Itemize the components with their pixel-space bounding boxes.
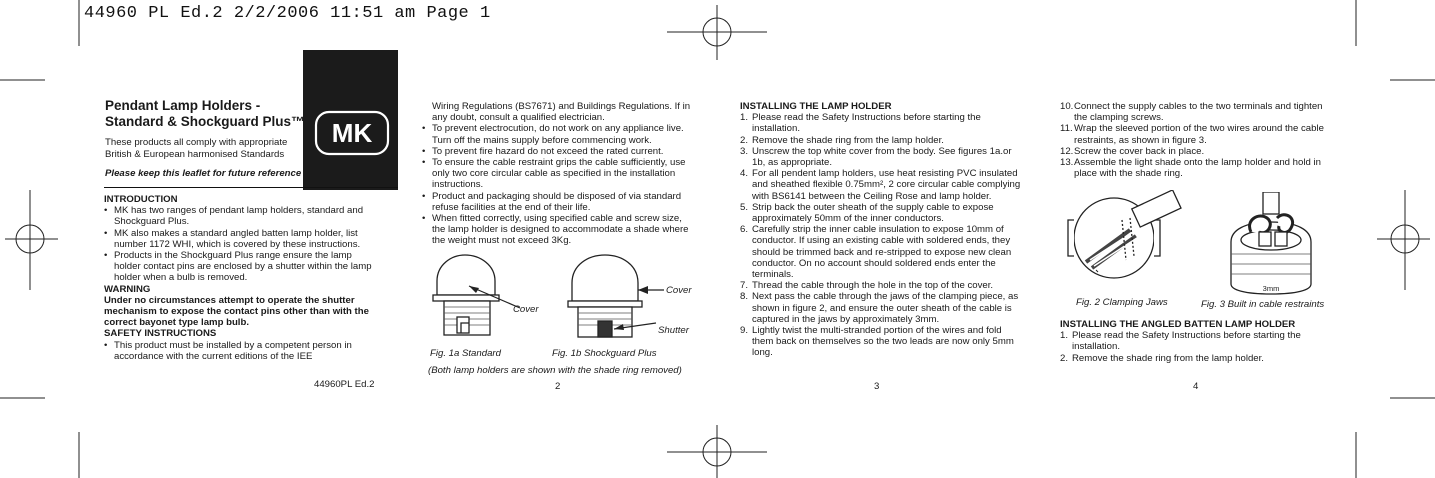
safety-bullet: • This product must be installed by a competent person in accordance with the current editions of the IEE: [104, 340, 376, 362]
install-step: [1060, 157, 1332, 179]
title-line2: Standard & Shockguard Plus™: [105, 114, 305, 129]
fig3-cable-restraints: [1215, 192, 1325, 297]
intro-heading: INTRODUCTION: [104, 194, 178, 205]
step-number: 2.: [1060, 352, 1069, 364]
warning-heading: WARNING: [104, 283, 151, 295]
cover-shape: [572, 255, 638, 301]
step-number: 1.: [1060, 330, 1069, 342]
step-text: Unscrew the top white cover from the body. See figures 1a.or 1b, as appropriate.: [752, 145, 1012, 169]
cover-shape: [437, 255, 495, 295]
step-text: Remove the shade ring from the lamp holder.: [752, 134, 944, 146]
subtitle-line1: These products all comply with appropriate: [105, 137, 288, 148]
step-number: 4.: [740, 168, 749, 180]
printer-slug: 44960 PL Ed.2 2/2/2006 11:51 am Page 1: [84, 4, 491, 23]
step-text: Strip back the outer sheath of the supply cable to expose approximately 50mm of the inner conductors.: [752, 201, 994, 225]
safety-bullet: • When fitted correctly, using specified cable and screw size, the lamp holder is designed to accommodate a shade where the weight must not exceed 3Kg.: [422, 213, 696, 247]
step-text: Please read the Safety Instructions before starting the installation.: [1072, 330, 1301, 353]
intro-bullet: • MK also makes a standard angled batten lamp holder, list number 1172 WHI, which is covered by these instructions.: [104, 228, 376, 250]
install-step: [740, 135, 1022, 146]
label-cover-b: Cover: [666, 285, 692, 296]
install-step: [740, 146, 1022, 168]
intro-list: [104, 205, 376, 283]
cable-entry: [1263, 192, 1279, 214]
step-text: Next pass the cable through the jaws of the clamping piece, as shown in figure 2, and ensure the outer sheath of the cable is captured in the jaws by approximately 3mm.: [752, 291, 1019, 325]
safety-bullet: • To prevent fire hazard do not exceed the rated current.: [422, 146, 696, 157]
step-number: 9.: [740, 325, 749, 337]
batten-step: [1060, 330, 1340, 352]
step-number: 7.: [740, 280, 749, 292]
batten-steps: [1060, 330, 1340, 364]
fig2-clamping-jaws: [1066, 190, 1186, 295]
safety-bullet: • Product and packaging should be disposed of via standard refuse facilities at the end of their life.: [422, 191, 696, 213]
keep-note: Please keep this leaflet for future reference: [105, 168, 302, 179]
page-number-3: 3: [874, 381, 880, 392]
step-text: Thread the cable through the hole in the top of the cover.: [752, 280, 994, 292]
page4-steps-continued: [1060, 101, 1332, 179]
page1-header: [105, 98, 305, 179]
step-number: 10.: [1060, 101, 1074, 112]
fig1b-shockguard-holder: [564, 253, 699, 345]
cover-rim: [568, 301, 642, 307]
mk-logo-text: MK: [331, 118, 373, 148]
step-text: Connect the supply cables to the two terminals and tighten the clamping screws.: [1074, 101, 1323, 124]
install-step: [740, 291, 1022, 325]
figure-note: (Both lamp holders are shown with the shade ring removed): [428, 365, 682, 376]
step-number: 11.: [1060, 123, 1073, 135]
title-line1: Pendant Lamp Holders -: [105, 98, 261, 113]
fig2-caption: Fig. 2 Clamping Jaws: [1076, 297, 1168, 308]
step-number: 13.: [1060, 157, 1074, 169]
step-text: Wrap the sleeved portion of the two wires around the cable restraints, as shown in figure 3.: [1074, 123, 1324, 146]
page-number-2: 2: [555, 381, 561, 392]
footer-code: 44960PL Ed.2: [314, 379, 375, 390]
label-shutter: Shutter: [658, 325, 689, 336]
step-number: 3.: [740, 145, 749, 157]
step-text: For all pendent lamp holders, use heat resisting PVC insulated and sheathed flexible 0.75mm², 2 core circular cable complying with BS6141 between the Ceiling Rose and lamp holder.: [752, 168, 1021, 202]
mk-logo: [312, 108, 392, 158]
page4-batten-section: [1060, 319, 1340, 364]
step-number: 5.: [740, 201, 749, 213]
label-3mm: 3mm: [1262, 284, 1280, 293]
step-number: 8.: [740, 291, 749, 303]
safety-heading: SAFETY INSTRUCTIONS: [104, 328, 217, 340]
safety-bullet: • To ensure the cable restraint grips the cable sufficiently, use only two core circular cable as specified in the installation instructions.: [422, 157, 696, 191]
intro-bullet: • MK has two ranges of pendant lamp holders, standard and Shockguard Plus.: [104, 205, 376, 227]
install-step: [740, 112, 1022, 134]
page1-body: [104, 194, 376, 362]
step-text: Assemble the light shade onto the lamp holder and hold in place with the shade ring.: [1074, 157, 1321, 180]
install-step: [740, 168, 1022, 202]
fig1a-standard-holder: [425, 253, 560, 345]
step-number: 12.: [1060, 145, 1074, 157]
install-step: [740, 280, 1022, 291]
warning-text: Under no circumstances attempt to operate the shutter mechanism to expose the contact pins other than with the correct bayonet type lamp bulb.: [104, 294, 369, 329]
page3-body: [740, 101, 1022, 359]
install-step: [740, 224, 1022, 280]
angled-batten-heading: INSTALLING THE ANGLED BATTEN LAMP HOLDER: [1060, 319, 1296, 330]
step-number: 1.: [740, 112, 749, 124]
step-number: 2.: [740, 134, 749, 146]
header-rule: [104, 187, 398, 188]
label-cover-a: Cover: [513, 304, 539, 315]
fig1a-caption: Fig. 1a Standard: [430, 348, 501, 359]
install-step: [740, 325, 1022, 359]
step-text: Lightly twist the multi-stranded portion of the wires and fold them back on themselves so the two leads are now only 5mm long.: [752, 325, 1014, 359]
step-text: Screw the cover back in place.: [1074, 145, 1205, 157]
step-number: 6.: [740, 224, 749, 236]
page2-body: [422, 101, 696, 247]
safety-list-continued: [422, 123, 696, 246]
continued-text: Wiring Regulations (BS7671) and Buildings Regulations. If in any doubt, consult a qualified electrician.: [432, 101, 691, 124]
install-step: [740, 202, 1022, 224]
installing-heading: INSTALLING THE LAMP HOLDER: [740, 101, 892, 112]
install-steps-continued: [1060, 101, 1332, 179]
page-number-4: 4: [1193, 381, 1199, 392]
step-text: Please read the Safety Instructions before starting the installation.: [752, 112, 981, 135]
safety-list: [104, 340, 376, 362]
safety-bullet: • To prevent electrocution, do not work on any appliance live. Turn off the mains supply before commencing work.: [422, 123, 696, 145]
install-steps: [740, 112, 1022, 358]
install-step: [1060, 123, 1332, 145]
install-step: [1060, 146, 1332, 157]
intro-bullet: • Products in the Shockguard Plus range ensure the lamp holder contact pins are enclosed by a shutter within the lamp holder when a bulb is removed.: [104, 250, 376, 284]
fig1b-caption: Fig. 1b Shockguard Plus: [552, 348, 657, 359]
step-text: Remove the shade ring from the lamp holder.: [1072, 352, 1264, 364]
step-text: Carefully strip the inner cable insulation to expose 10mm of conductor. If using an existing cable with soldered ends, they should be trimmed back and re-stripped to expose new clean conductor. On no account should soldered ends enter the terminals.: [752, 224, 1012, 281]
subtitle-line2: British & European harmonised Standards: [105, 148, 285, 160]
fig3-caption: Fig. 3 Built in cable restraints: [1201, 299, 1325, 310]
install-step: [1060, 101, 1332, 123]
cover-rim: [433, 295, 499, 301]
batten-step: [1060, 353, 1340, 364]
